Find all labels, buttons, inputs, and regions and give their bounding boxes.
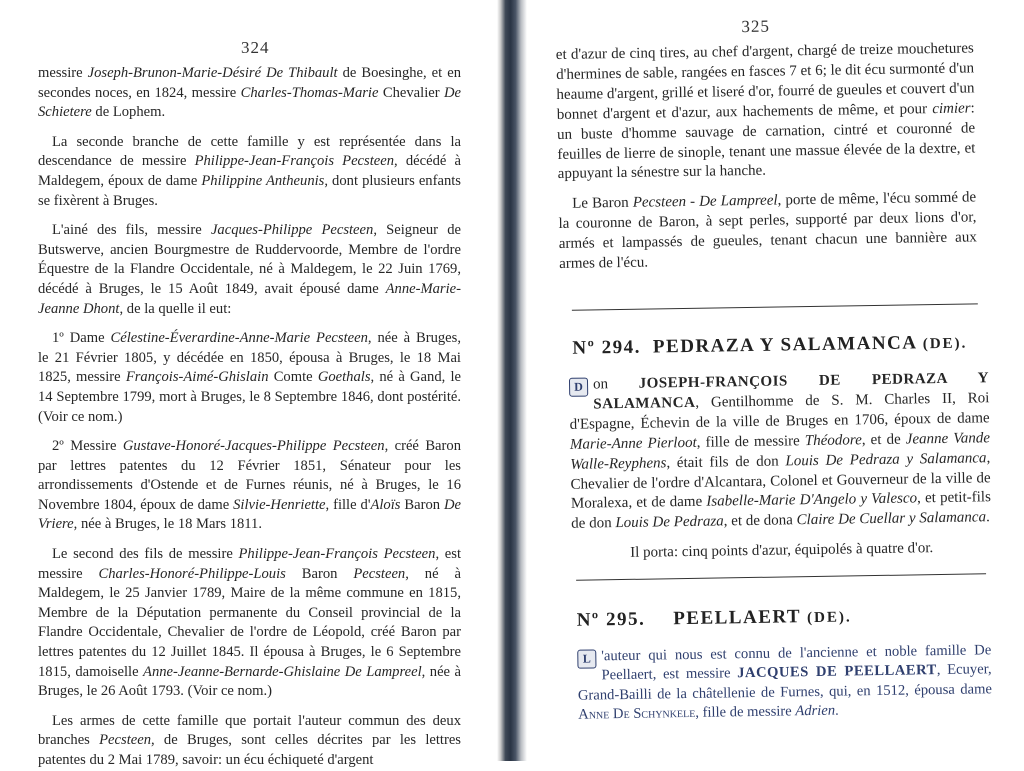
entry-295-particle: (DE).	[806, 609, 852, 627]
entry-294-text	[569, 369, 992, 565]
dropcap-l-icon: L	[577, 649, 596, 668]
entry-294-heading	[572, 332, 967, 360]
entry-295-text	[577, 641, 992, 725]
entry-295-heading	[577, 605, 852, 631]
dropcap-d-icon: D	[569, 378, 588, 397]
paragraph-1: messire Joseph-Brunon-Marie-Désiré De Thibault de Boesinghe, et en secondes noces, en 1824, messire Charles-Thomas-Marie Chevalier De Schietere de Lophem.	[38, 65, 461, 121]
entry-294-body: D on JOSEPH-FRANÇOIS DE PEDRAZA Y SALAMANCA, Gentilhomme de S. M. Charles II, Roi d'Espagne, Échevin de la ville de Bruges en 1706, époux de dame Marie-Anne Pierloot, fille de messire Théodore, et de Jeanne Vande Walle-Reyphens, était fils de don Louis De Pedraza y Salamanca, Chevalier de l'ordre d'Alcantara, Colonel et Gouverneur de la ville de Moralexa, et de dame Isabelle-Marie D'Angelo y Valesco, et petit-fils de don Louis De Pedraza, et de dona Claire De Cuellar y Salamanca.	[569, 370, 991, 533]
page-number-right: 325	[741, 16, 771, 37]
entry-295-body: L 'auteur qui nous est connu de l'ancienne et noble famille De Peellaert, est messire JACQUES DE PEELLAERT, Ecuyer, Grand-Bailli de la châtellenie de Furnes, qui, en 1512, épousa dame Anne De Schynkele, fille de messire Adrien.	[577, 642, 993, 723]
section-divider	[572, 303, 978, 310]
left-page-text	[38, 64, 461, 771]
paragraph-4: 1º Dame Célestine-Éverardine-Anne-Marie Pecsteen, née à Bruges, le 21 Février 1805, y décédée en 1850, épousa à Bruges, le 18 Mai 1825, messire François-Aimé-Ghislain Comte Goethals, né à Gand, le 14 Septembre 1799, mort à Bruges, le 8 Septembre 1846, dont postérité. (Voir ce nom.)	[38, 330, 461, 425]
entry-294-number: Nº 294.	[572, 336, 642, 359]
page-number-left: 324	[241, 38, 270, 57]
entry-294-arms: Il porta: cinq points d'azur, équipolés à quatre d'or.	[630, 540, 934, 562]
entry-294-particle: (DE).	[922, 335, 968, 353]
paragraph-baron-pecsteen: Le Baron Pecsteen - De Lampreel, porte de même, l'écu sommé de la couronne de Baron, à sept perles, supporté par deux lions d'or, armés et lampassés de gueules, tenant chacun une bannière aux armes de l'écu.	[558, 189, 977, 273]
paragraph-3: L'ainé des fils, messire Jacques-Philippe Pecsteen, Seigneur de Butswerve, ancien Bourgmestre de Ruddervoorde, Membre de l'ordre Équestre de la Flandre Occidentale, né à Maldegem, le 22 Juin 1769, décédé à Bruges, le 15 Août 1849, avait épousé dame Anne-Marie-Jeanne Dhont, de la quelle il eut:	[38, 222, 461, 317]
entry-294-name: PEDRAZA Y SALAMANCA	[652, 332, 917, 358]
entry-295-name: PEELLAERT	[673, 606, 801, 630]
paragraph-5: 2º Messire Gustave-Honoré-Jacques-Philippe Pecsteen, créé Baron par lettres patentes du 12 Février 1851, Sénateur pour les arrondissements d'Ostende et de Furnes réunis, né à Bruges, le 16 Novembre 1804, époux de dame Silvie-Henriette, fille d'Aloïs Baron De Vriere, née à Bruges, le 18 Mars 1811.	[38, 438, 462, 533]
paragraph-7: Les armes de cette famille que portait l'auteur commun des deux branches Pecsteen, de Bruges, sont celles décrites par les lettres patentes du 2 Mai 1789, savoir: un écu échiqueté d'argent	[38, 712, 461, 768]
book-spine	[497, 0, 527, 761]
right-page-text	[556, 39, 978, 275]
left-page	[38, 0, 473, 768]
paragraph-arms-continued: et d'azur de cinq tires, au chef d'argent, chargé de treize mouchetures d'hermines de sable, rangées en fasces 7 et 6; le dit écu surmonté d'un heaume d'argent, grillé et liseré d'or, fourré de gueules et couvert d'un bonnet d'argent et d'azur, aux hachements de même, et pour cimier: un buste d'homme sauvage de carnation, cintré et couronné de feuilles de lierre de sinople, tenant une massue élevée de la dextre, et appuyant la sénestre sur la hanche.	[555, 40, 976, 183]
entry-295-number: Nº 295.	[576, 608, 646, 631]
paragraph-2: La seconde branche de cette famille y est représentée dans la descendance de messire Philippe-Jean-François Pecsteen, décédé à Maldegem, époux de dame Philippine Antheunis, dont plusieurs enfants se fixèrent à Bruges.	[38, 133, 461, 209]
paragraph-6: Le second des fils de messire Philippe-Jean-François Pecsteen, est messire Charles-Honoré-Philippe-Louis Baron Pecsteen, né à Maldegem, le 25 Janvier 1789, Maire de la même commune en 1815, Membre de la Députation permanente du Conseil provincial de la Flandre Occidentale, Chevalier de l'ordre de Léopold, créé Baron par lettres patentes du 12 Juillet 1845. Il épousa à Bruges, le 6 Septembre 1815, damoiselle Anne-Jeanne-Bernarde-Ghislaine De Lampreel, née à Bruges, le 26 Août 1793. (Voir ce nom.)	[38, 546, 461, 700]
entry-divider	[576, 573, 986, 580]
right-page	[555, 0, 1007, 761]
